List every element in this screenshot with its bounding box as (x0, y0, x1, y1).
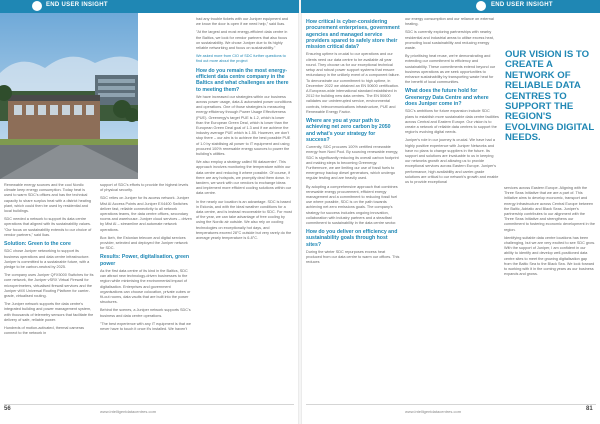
paragraph: During the winter SDC repurposes excess heat produced from our data centre to warm our offices. This reduces (306, 250, 400, 265)
article-column-2 (100, 183, 192, 335)
page-gutter (298, 0, 302, 424)
article-column-3 (196, 17, 292, 244)
section-heading: Solution: Green to the core (4, 241, 71, 248)
left-header-bar (0, 0, 299, 13)
footer-url-right[interactable]: www.intelligentdatacentres.com (405, 409, 462, 414)
footer-url-left[interactable]: www.intelligentdatacentres.com (100, 409, 157, 414)
paragraph: As the first data centre of its kind in the Baltics, SDC can attract new technology-driven businesses to the region while minimising the environmental impact of digitalisation. Enterprises and government organisations can choose colocation, private cubes or fit-out rooms, data vaults that are built into the power structures. (100, 269, 191, 305)
paragraph: had any trouble tickets with our Juniper equipment and we know the door is open if we need help," said Ikas. (196, 17, 289, 27)
paragraph: SDC needed a network to support its data centre operations that aligned with its sustainability values. "Our focus on sustainability extends to our choice of vendor partners," said Ikas. (4, 217, 92, 237)
section-heading: Results: Power, digitalisation, green power (100, 254, 190, 267)
section-icon (476, 1, 486, 11)
paragraph: Behind the scenes, a Juniper network supports SDC's business and data centre operations. (100, 308, 191, 318)
question-heading: What does the future hold for Greenergy Data Centre and where does Juniper come in? (405, 88, 489, 108)
right-header-bar (301, 0, 600, 13)
paragraph: SDC relies on Juniper for its access network. Juniper Mist AI Access Points and Juniper EX4400 Switches deliver fast, reliable connectivity to all network operations teams, the data centre offices, secondary rooms and warehouse. Juniper cloud services – driven by Mist AI – streamline and automate network operations. (100, 196, 192, 232)
paragraph: The Juniper network supports the data centre's integrated building and power management system, with thousands of telemetry sensors that facilitate the delivery of safe, reliable power. (4, 302, 94, 322)
paragraph: SDC is currently exploring partnerships with nearby residential and industrial areas to utilise excess heat, promoting local sustainability and reducing energy waste. (405, 30, 494, 51)
paragraph: The company uses Juniper QFX5000 Switches for its core network, the Juniper vSRX Virtual Firewall for microperimeters, virtualised firewall services and the Juniper vMX Universal Routing Platform for carrier-grade, virtualised routing. (4, 273, 94, 298)
paragraph: services across Eastern Europe. Aligning with the Three Seas Initiative that we are a part of. This initiative aims to develop economic, transport and energy infrastructure across Central Europe between the Baltic, Adriatic and Black Seas. Juniper's partnership contributes to our alignment with the Three Seas Initiative and strengthens our commitment to fostering economic development in the region. (504, 186, 595, 232)
footer-rule (4, 404, 294, 405)
paragraph: SDC's ambitions for future expansion include SDC plans to establish more sustainable data centre facilities across Central and Eastern Europe. Our vision is to create a network of reliable data centres to support the region's evolving digital needs. (405, 109, 499, 135)
paragraph: Juniper's role in our journey is crucial. We have had a highly positive experience with Juniper Networks and have no plans to change suppliers in the future. Its support and solutions are invaluable to us in keeping our networks growth and allowing us to provide exceptional services across Eastern Europe. Juniper's performance, high availability and carrier-grade solutions are critical to our network's growth and enable us to provide exceptional (405, 138, 499, 184)
paragraph: Ensuring uptime is crucial to our operations and our clients need our data centre to be available all year round. They choose us for our exceptional technical setup and robust power support systems that ensure redundancy in the unlikely event of a component failure. To demonstrate our commitment to high uptime, in December 2022 we obtained an EN 50600 certification. A European-wide international standard established in 2012 for building new data centres. The EN 50600 validates our uninterrupted service, environmental controls, telecommunications infrastructure, PUE and Renewable Energy Factor. (306, 52, 400, 114)
paragraph: our energy consumption and our reliance on external heating. (405, 17, 494, 27)
article-column-6 (504, 186, 595, 280)
intro-paragraph: We asked more from CIO of SDC further questions to find out more about the project (196, 54, 286, 64)
pull-quote: OUR VISION IS TO CREATE A NETWORK OF RELIABLE DATA CENTRES TO SUPPORT THE REGION'S EVOLVING DIGITAL NEEDS. (505, 49, 595, 144)
question-heading: How do you deliver on efficiency and sustainability goals through host sites? (306, 229, 398, 248)
paragraph: Currently, SDC procures 100% certified renewable energy from Nord Pool. By sourcing renewable energy, SDC is significantly reducing its overall carbon footprint and making steps to becoming Greenergy. Furthermore, we are limiting our use of fossil fuels to emergency backup diesel generators, which undergo regular testing and are heavily used. (306, 145, 399, 181)
paragraph: "At the largest and most energy-efficient data centre in the Baltics, we look for vendor partners that also focus on sustainability. We chose Juniper due to its highly reliable networking and focus on sustainability." (196, 30, 288, 51)
question-heading: How critical is cyber-considering procurement enterprises, government agencies and managed service providers spared to safely store their mission critical data? (306, 19, 400, 51)
section-tag-left: END USER INSIGHT (46, 2, 108, 8)
question-heading: Where are you at your path to achieving net zero carbon by 2050 and what's your strategy for success? (306, 117, 391, 143)
paragraph: Renewable energy sources and the cool Nordic climate keep energy consumption. Today heat is used to warm SDC's offices and has the technical capacity to share surplus heat with a district heating plant, which could then be used by residential and local buildings. (4, 183, 91, 214)
page-number-right: 81 (586, 406, 593, 412)
footer-rule (306, 404, 596, 405)
article-column-1 (4, 183, 94, 339)
paragraph: In the nearly our location is an advantage. SDC is based in Estonia, and with the ideal weather conditions for a data centre, and is instead recoverable to SDC. For most of the year, we can take advantage of free cooling by using the Nordic air outside. We also rely on cooling technologies on exceptionally hot days, and temperatures exceed 28°C outside but very rarely do the average yearly temperature is 6-8°C. (196, 199, 292, 241)
data-centre-building-photo (0, 13, 138, 179)
section-tag-right: END USER INSIGHT (491, 2, 553, 8)
paragraph: SDC chose Juniper networking to support its business operations and data centre infrastructure. Juniper is committed to a sustainable future, with a pledge to be carbon-neutral by 2025. (4, 249, 90, 269)
paragraph: We also employ a strategy called 'fill datacenter'. This approach involves monitoring the temperature within our data centre and reducing it where possible. Of course, if there are any hotspots, we promptly deal them down. In tandem, we work with our vendors to exchange ideas and implement more efficient cooling solutions within our data centre. (196, 160, 292, 196)
paragraph: Box Ikeh, the Estonian telecom and digital services provider, selected and deployed the Juniper network for SDC. (100, 235, 188, 251)
paragraph: support of SDC's efforts to provide the highest levels of physical security. (100, 183, 189, 193)
article-column-4 (306, 17, 400, 269)
paragraph: We have increased our strategies within our business across power usage, data & automated power conditions and operations. One of those strategies is measuring energy efficiency through Power Usage Effectiveness (PUE). Greenergy's target PUE is 1.2, which is lower than the European Green Deal, which is lower than the European Green Deal goal of 1.3 and if we achieve the industry average PUE which is 1.55. However, we don't stop there – our aim is to achieve the best possible PUE of 1.0 by stabilising all power to IT equipment and using procured 100% renewable energy sources to power the building's utilities. (196, 94, 292, 157)
paragraph: By prioritising heat reuse, we're demonstrating and extending our commitment to efficiency and sustainability. These commitments extend beyond our business operations as we seek opportunities to enhance sustainability by transporting waste heat for the benefit of local communities. (405, 54, 496, 85)
question-heading: How do you remain the most energy-efficient data centre company in the Baltics and what challenges are there to meeting them? (196, 67, 289, 93)
paragraph: By adopting a comprehensive approach that combines renewable energy procurement, efficient energy management and a commitment to reducing fossil fuel use where possible, SDC is on the path towards achieving net zero emissions goals. The company's strategy for success includes ongoing innovation, collaboration with industry partners and a steadfast commitment to sustainability in the data centre sector. (306, 184, 398, 225)
paragraph: Identifying suitable data centre locations has been challenging, but we are very excited to see SDC grow. With the support of Juniper, I am confident in our ability to identify and develop well-positioned data centre sites to meet the growing digitalisation gap from the Baltic Sea to the Black Sea. We look forward to working with it in the coming years as our business expands and grows. (504, 235, 595, 277)
article-column-5 (405, 17, 499, 188)
paragraph: Hundreds of motion-activated, thermal cameras connect to the network in (4, 325, 84, 336)
section-icon (32, 1, 42, 11)
paragraph: "The best experience with any IT equipment is that we never have to touch it once it's installed. We haven't (100, 321, 191, 332)
page-number-left: 56 (4, 406, 11, 412)
